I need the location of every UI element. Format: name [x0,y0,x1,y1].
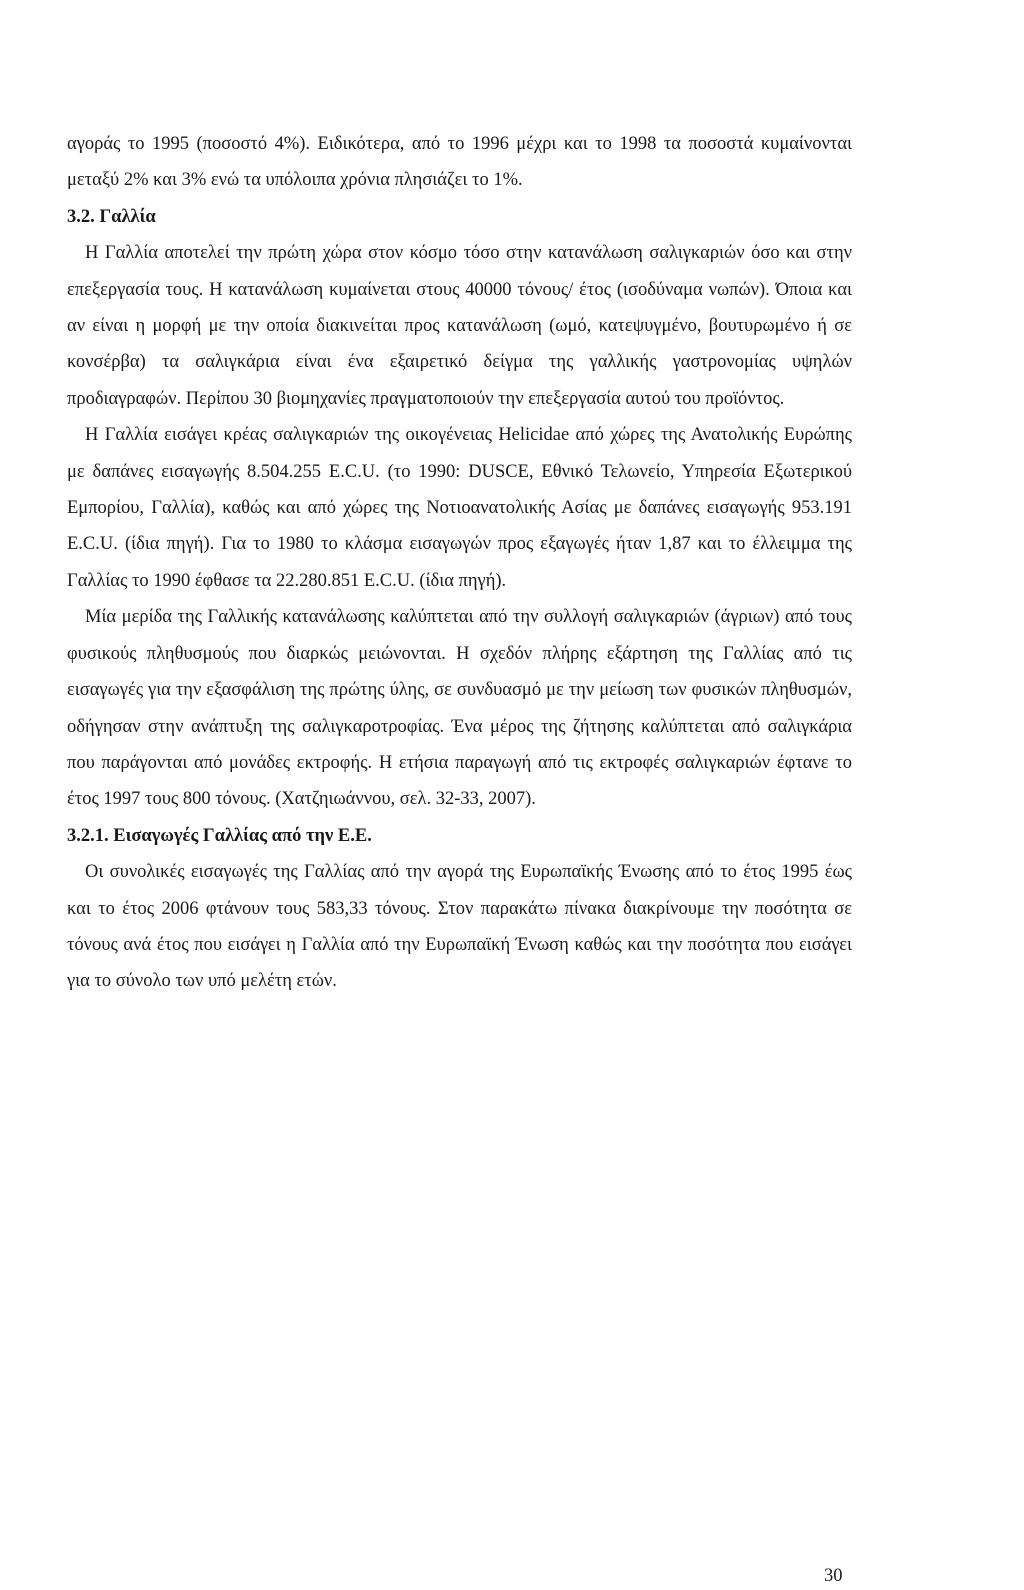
paragraph-france-farming: Μία μερίδα της Γαλλικής κατανάλωσης καλύπτεται από την συλλογή σαλιγκαριών (άγριων) από τους φυσικούς πληθυσμούς που διαρκώς μειώνονται. Η σχεδόν πλήρης εξάρτηση της Γαλλίας από τις εισαγωγές για την εξασφάλιση της πρώτης ύλης, σε συνδυασμό με την μείωση των φυσικών πληθυσμών, οδήγησαν στην ανάπτυξη της σαλιγκαροτροφίας. Ένα μέρος της ζήτησης καλύπτεται από σαλιγκάρια που παράγονται από μονάδες εκτροφής. Η ετήσια παραγωγή από τις εκτροφές σαλιγκαριών έφτανε το έτος 1997 τους 800 τόνους. (Χατζηιωάννου, σελ. 32-33, 2007). [67,607,852,810]
paragraph-france-consumption: Η Γαλλία αποτελεί την πρώτη χώρα στον κόσμο τόσο στην κατανάλωση σαλιγκαριών όσο και στην επεξεργασία τους. Η κατανάλωση κυμαίνεται στους 40000 τόνους/ έτος (ισοδύναμα νωπών). Όποια και αν είναι η μορφή με την οποία διακινείται προς κατανάλωση (ωμό, κατεψυγμένο, βουτυρωμένο ή σε κονσέρβα) τα σαλιγκάρια είναι ένα εξαιρετικό δείγμα της γαλλικής γαστρονομίας υψηλών προδιαγραφών. Περίπου 30 βιομηχανίες πραγματοποιούν την επεξεργασία αυτού του προϊόντος. [67,243,852,409]
paragraph-france-imports: Η Γαλλία εισάγει κρέας σαλιγκαριών της οικογένειας Helicidae από χώρες της Ανατολικής Ευρώπης με δαπάνες εισαγωγής 8.504.255 E.C.U. (το 1990: DUSCE, Εθνικό Τελωνείο, Υπηρεσία Εξωτερικού Εμπορίου, Γαλλία), καθώς και από χώρες της Νοτιοανατολικής Ασίας με δαπάνες εισαγωγής 953.191 E.C.U. (ίδια πηγή). Για το 1980 το κλάσμα εισαγωγών προς εξαγωγές ήταν 1,87 και το έλλειμμα της Γαλλίας το 1990 έφθασε τα 22.280.851 E.C.U. (ίδια πηγή). [67,425,852,591]
section-heading-france: 3.2. Γαλλία [67,206,156,227]
subsection-heading-eu-imports: 3.2.1. Εισαγωγές Γαλλίας από την Ε.Ε. [67,825,372,846]
paragraph-eu-imports: Οι συνολικές εισαγωγές της Γαλλίας από την αγορά της Ευρωπαϊκής Ένωσης από το έτος 1995 έως και το έτος 2006 φτάνουν τους 583,33 τόνους. Στον παρακάτω πίνακα διακρίνουμε την ποσότητα σε τόνους ανά έτος που εισάγει η Γαλλία από την Ευρωπαϊκή Ένωση καθώς και την ποσότητα που εισάγει για το σύνολο των υπό μελέτη ετών. [67,862,852,992]
paragraph-market-share: αγοράς το 1995 (ποσοστό 4%). Ειδικότερα, από το 1996 μέχρι και το 1998 τα ποσοστά κυμαίνονται μεταξύ 2% και 3% ενώ τα υπόλοιπα χρόνια πλησιάζει το 1%. [67,134,852,191]
document-body [67,126,852,1000]
page-number: 30 [824,1566,843,1586]
